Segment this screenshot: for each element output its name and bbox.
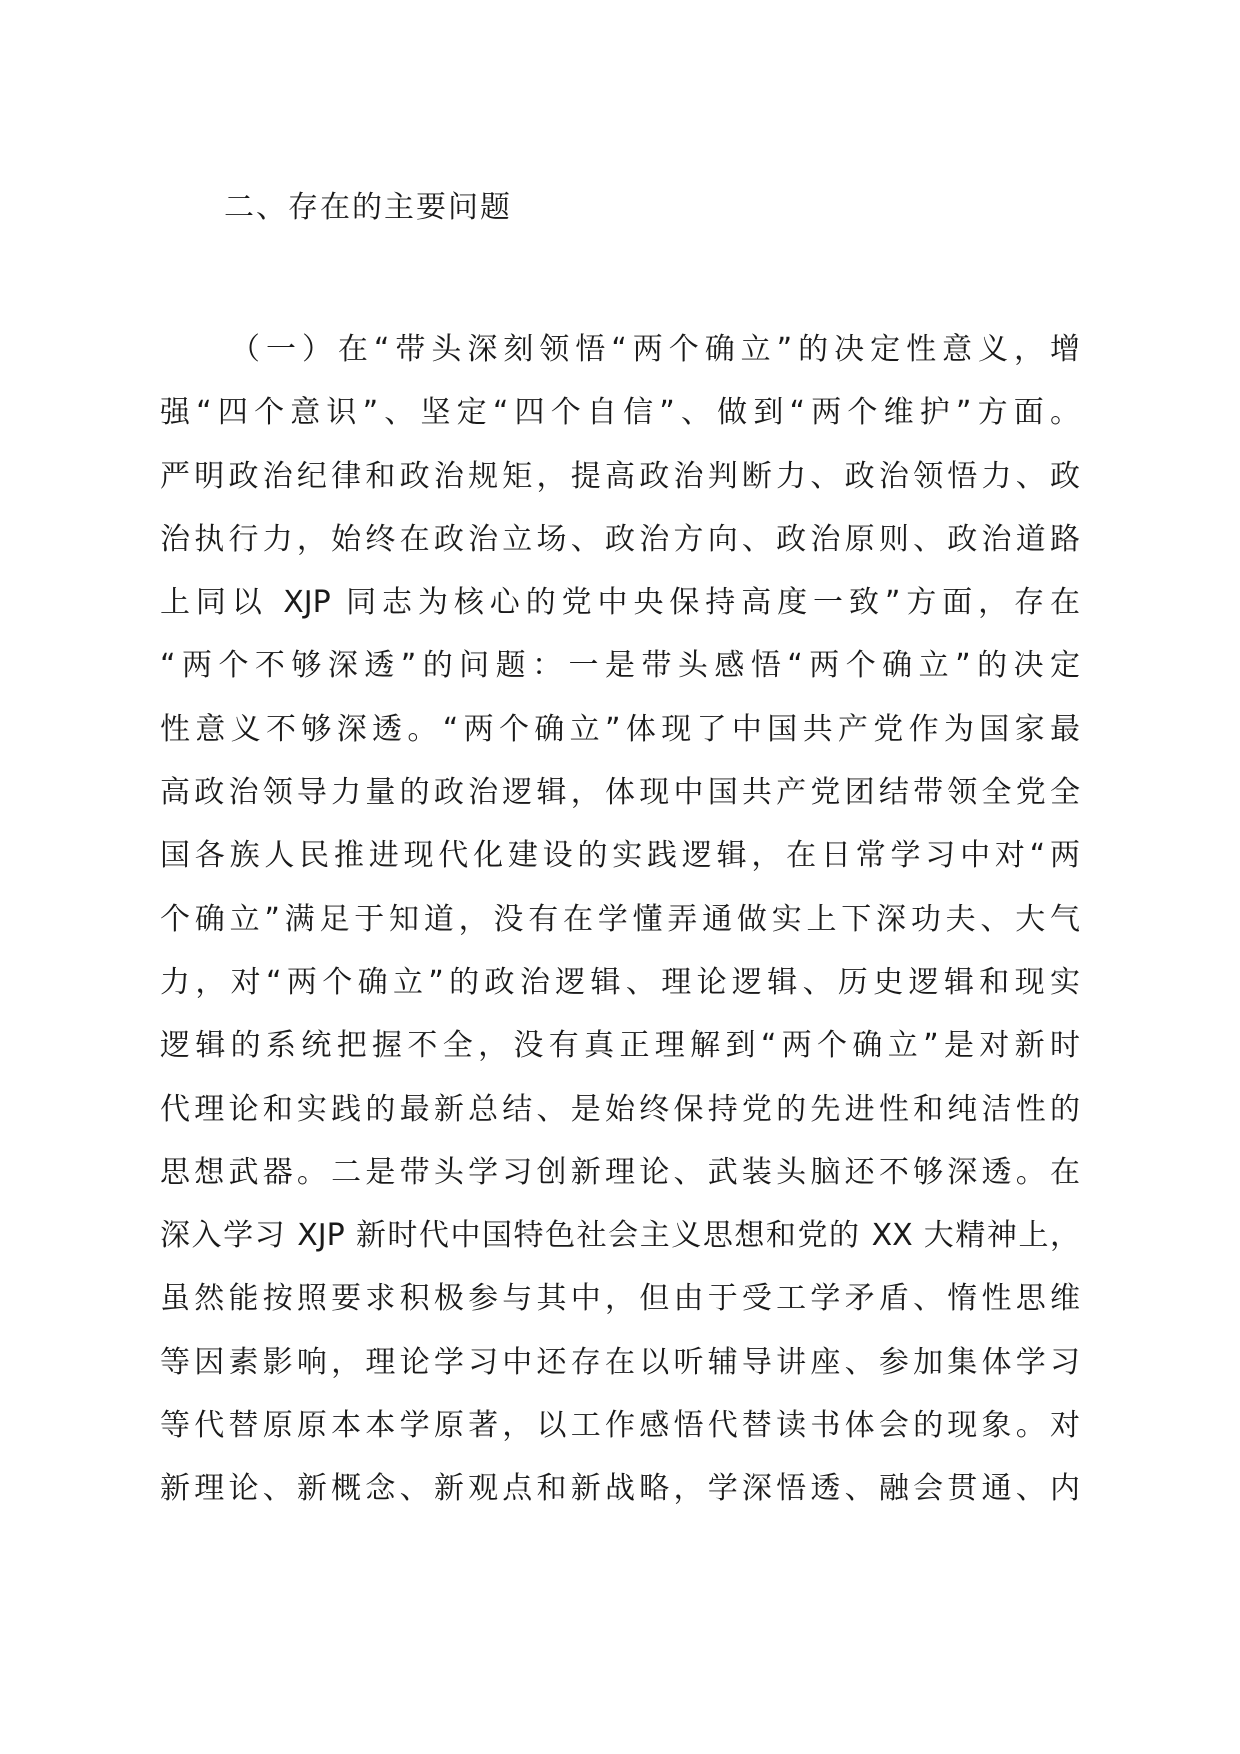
paragraph-line: 上同以 XJP 同志为核心的党中央保持高度一致”方面，存在 — [160, 585, 1080, 621]
paragraph-line: 思想武器。二是带头学习创新理论、武装头脑还不够深透。在 — [160, 1154, 1080, 1190]
paragraph-line: 性意义不够深透。“两个确立”体现了中国共产党作为国家最 — [160, 711, 1080, 747]
paragraph-line: 等代替原原本本学原著，以工作感悟代替读书体会的现象。对 — [160, 1408, 1080, 1444]
paragraph-line: 新理论、新概念、新观点和新战略，学深悟透、融会贯通、内 — [160, 1471, 1080, 1507]
body-paragraph — [160, 318, 1080, 1521]
paragraph-line: 深入学习 XJP 新时代中国特色社会主义思想和党的 XX 大精神上， — [160, 1218, 1080, 1254]
paragraph-line: “两个不够深透”的问题：一是带头感悟“两个确立”的决定 — [160, 648, 1080, 684]
paragraph-line: 虽然能按照要求积极参与其中，但由于受工学矛盾、惰性思维 — [160, 1281, 1080, 1317]
paragraph-line: 强“四个意识”、坚定“四个自信”、做到“两个维护”方面。 — [160, 395, 1080, 431]
paragraph-line: 高政治领导力量的政治逻辑，体现中国共产党团结带领全党全 — [160, 775, 1080, 811]
paragraph-line: 力，对“两个确立”的政治逻辑、理论逻辑、历史逻辑和现实 — [160, 964, 1080, 1000]
paragraph-line: 国各族人民推进现代化建设的实践逻辑，在日常学习中对“两 — [160, 838, 1080, 874]
paragraph-line: 代理论和实践的最新总结、是始终保持党的先进性和纯洁性的 — [160, 1091, 1080, 1127]
paragraph-line: 逻辑的系统把握不全，没有真正理解到“两个确立”是对新时 — [160, 1028, 1080, 1064]
paragraph-line: 个确立”满足于知道，没有在学懂弄通做实上下深功夫、大气 — [160, 901, 1080, 937]
paragraph-line: （一）在“带头深刻领悟“两个确立”的决定性意义，增 — [230, 332, 1080, 367]
paragraph-line: 治执行力，始终在政治立场、政治方向、政治原则、政治道路 — [160, 521, 1080, 557]
section-heading: 二、存在的主要问题 — [224, 190, 512, 225]
paragraph-line: 等因素影响，理论学习中还存在以听辅导讲座、参加集体学习 — [160, 1344, 1080, 1380]
paragraph-line: 严明政治纪律和政治规矩，提高政治判断力、政治领悟力、政 — [160, 458, 1080, 494]
